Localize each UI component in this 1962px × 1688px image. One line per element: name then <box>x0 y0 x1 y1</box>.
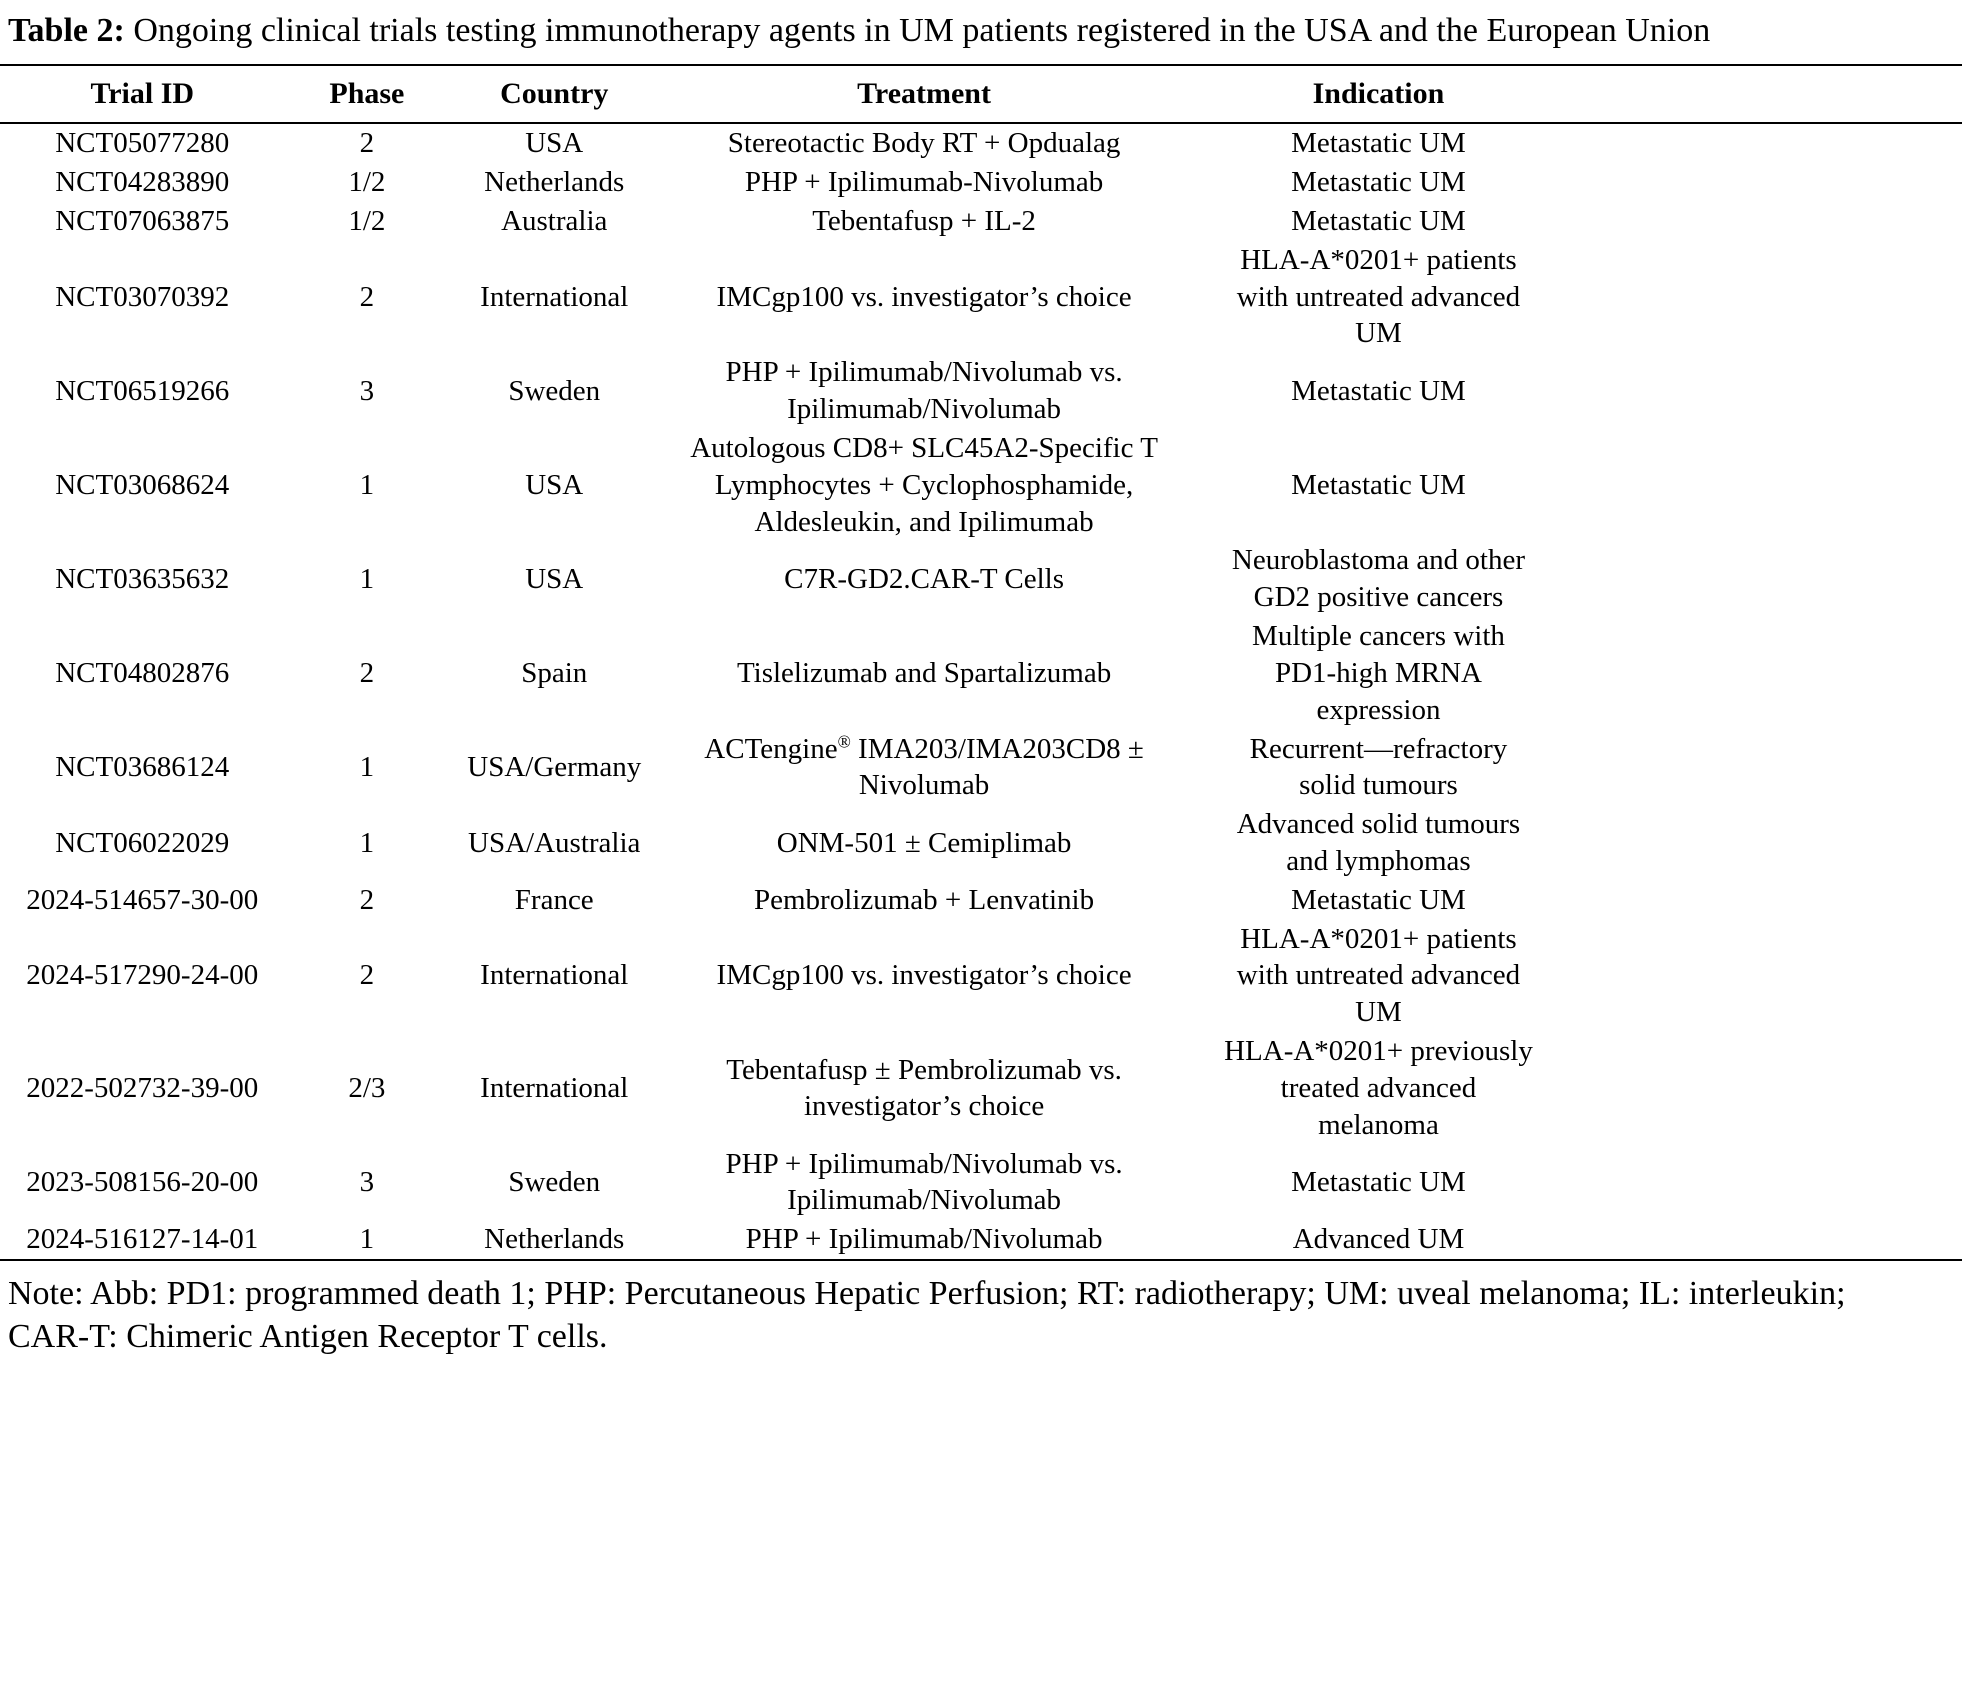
table-row <box>0 920 1962 1032</box>
table-row <box>0 730 1962 806</box>
cell-phase: 3 <box>359 1166 375 1199</box>
table-row <box>0 881 1962 920</box>
cell-phase: 1/2 <box>348 166 386 199</box>
cell-treatment: Tebentafusp + IL-2 <box>812 204 1036 237</box>
cell-phase: 2 <box>359 656 375 689</box>
cell-country: International <box>480 1071 629 1104</box>
cell-treatment: Autologous CD8+ SLC45A2-Specific T Lymphocytes + Cyclophosphamide, Aldesleukin, and Ipilimumab <box>690 431 1158 538</box>
cell-trial-id: NCT05077280 <box>55 127 230 160</box>
cell-trial-id: 2024-517290-24-00 <box>26 959 259 992</box>
cell-indication: Metastatic UM <box>1291 127 1466 160</box>
cell-indication: Metastatic UM <box>1291 883 1466 916</box>
table-caption-text: Ongoing clinical trials testing immunotherapy agents in UM patients registered in the USA and the European Union <box>133 12 1711 49</box>
cell-phase: 1 <box>359 1223 375 1256</box>
cell-indication: HLA-A*0201+ previously treated advanced melanoma <box>1224 1035 1533 1141</box>
cell-trial-id: NCT06519266 <box>55 374 230 407</box>
cell-phase: 2 <box>359 959 375 992</box>
table-row <box>0 1220 1962 1260</box>
cell-trial-id: NCT03070392 <box>55 280 230 313</box>
cell-treatment: PHP + Ipilimumab-Nivolumab <box>744 166 1104 199</box>
cell-indication: Metastatic UM <box>1291 204 1466 237</box>
cell-phase: 2 <box>359 127 375 160</box>
cell-country: Sweden <box>508 1166 601 1199</box>
cell-trial-id: NCT03068624 <box>55 468 230 501</box>
table-row <box>0 241 1962 353</box>
table-row <box>0 123 1962 163</box>
table-row <box>0 617 1962 729</box>
cell-country: France <box>514 883 594 916</box>
cell-indication: HLA-A*0201+ patients with untreated advanced UM <box>1236 922 1521 1029</box>
cell-treatment: Tebentafusp ± Pembrolizumab vs. investigator’s choice <box>726 1053 1122 1123</box>
table-row <box>0 1145 1962 1221</box>
table-row <box>0 429 1962 541</box>
cell-trial-id: NCT03686124 <box>55 750 230 783</box>
cell-country: Sweden <box>508 374 601 407</box>
cell-trial-id: NCT04283890 <box>55 166 230 199</box>
cell-indication: Recurrent—refractory solid tumours <box>1249 732 1508 802</box>
cell-phase: 1/2 <box>348 204 386 237</box>
table-caption <box>0 8 1962 64</box>
table-row <box>0 353 1962 429</box>
cell-trial-id: NCT03635632 <box>55 562 230 595</box>
cell-treatment: ONM-501 ± Cemiplimab <box>776 826 1072 859</box>
column-header-trial-id: Trial ID <box>0 65 284 123</box>
cell-indication: Advanced UM <box>1292 1223 1465 1256</box>
cell-country: USA <box>525 562 584 595</box>
table-row <box>0 163 1962 202</box>
cell-phase: 1 <box>359 750 375 783</box>
column-header-indication: Indication <box>1189 65 1962 123</box>
table-note: Note: Abb: PD1: programmed death 1; PHP: Percutaneous Hepatic Perfusion; RT: radiotherapy; UM: uveal melanoma; IL: interleukin; CAR-T: Chimeric Antigen Receptor T cells. <box>8 1275 1846 1355</box>
cell-treatment: Stereotactic Body RT + Opdualag <box>727 127 1121 160</box>
cell-treatment: ACTengine® IMA203/IMA203CD8 ± Nivolumab <box>704 730 1144 802</box>
cell-trial-id: 2022-502732-39-00 <box>26 1071 259 1104</box>
cell-indication: Advanced solid tumours and lymphomas <box>1236 808 1521 877</box>
table-caption-label: Table 2: <box>8 12 125 49</box>
cell-indication: Multiple cancers with PD1-high MRNA expression <box>1252 620 1505 726</box>
cell-country: USA <box>525 468 584 501</box>
cell-treatment: Tislelizumab and Spartalizumab <box>736 656 1112 689</box>
cell-indication: Metastatic UM <box>1291 468 1466 501</box>
cell-country: USA/Germany <box>467 750 642 783</box>
cell-treatment: Pembrolizumab + Lenvatinib <box>754 883 1095 916</box>
cell-trial-id: NCT04802876 <box>55 656 230 689</box>
cell-phase: 2 <box>359 280 375 313</box>
column-header-phase: Phase <box>284 65 449 123</box>
cell-treatment: IMCgp100 vs. investigator’s choice <box>716 959 1132 992</box>
cell-phase: 1 <box>359 826 375 859</box>
cell-country: Netherlands <box>484 166 625 199</box>
cell-indication: Metastatic UM <box>1291 374 1466 407</box>
cell-trial-id: NCT07063875 <box>55 204 230 237</box>
cell-phase: 2/3 <box>348 1071 386 1104</box>
column-header-treatment: Treatment <box>659 65 1189 123</box>
registered-trademark-symbol: ® <box>837 730 851 751</box>
table-row <box>0 1032 1962 1144</box>
cell-treatment: IMCgp100 vs. investigator’s choice <box>716 280 1132 313</box>
cell-treatment: C7R-GD2.CAR-T Cells <box>784 562 1064 595</box>
cell-trial-id: 2024-514657-30-00 <box>26 883 259 916</box>
cell-trial-id: NCT06022029 <box>55 826 230 859</box>
cell-indication: Neuroblastoma and other GD2 positive cancers <box>1231 544 1526 614</box>
cell-country: International <box>480 959 629 992</box>
header-row <box>0 65 1962 123</box>
cell-trial-id: 2023-508156-20-00 <box>26 1166 259 1199</box>
cell-phase: 1 <box>359 468 375 501</box>
cell-phase: 3 <box>359 374 375 407</box>
cell-treatment: PHP + Ipilimumab/Nivolumab vs. Ipilimumab/Nivolumab <box>725 356 1123 426</box>
table-body <box>0 123 1962 1260</box>
cell-country: International <box>480 280 629 313</box>
cell-indication: Metastatic UM <box>1291 1166 1466 1199</box>
cell-country: USA <box>525 127 584 160</box>
clinical-trials-table <box>0 64 1962 1261</box>
table-row <box>0 805 1962 881</box>
cell-indication: HLA-A*0201+ patients with untreated advanced UM <box>1236 243 1521 350</box>
column-header-country: Country <box>449 65 659 123</box>
cell-country: Netherlands <box>484 1223 625 1256</box>
cell-treatment: PHP + Ipilimumab/Nivolumab vs. Ipilimumab/Nivolumab <box>725 1147 1123 1217</box>
cell-phase: 2 <box>359 883 375 916</box>
table-row <box>0 202 1962 241</box>
cell-treatment: PHP + Ipilimumab/Nivolumab <box>745 1223 1103 1256</box>
cell-country: Australia <box>501 204 608 237</box>
cell-phase: 1 <box>359 562 375 595</box>
cell-indication: Metastatic UM <box>1291 166 1466 199</box>
table-row <box>0 541 1962 617</box>
cell-trial-id: 2024-516127-14-01 <box>26 1223 259 1256</box>
cell-country: USA/Australia <box>468 826 641 859</box>
cell-country: Spain <box>521 656 588 689</box>
